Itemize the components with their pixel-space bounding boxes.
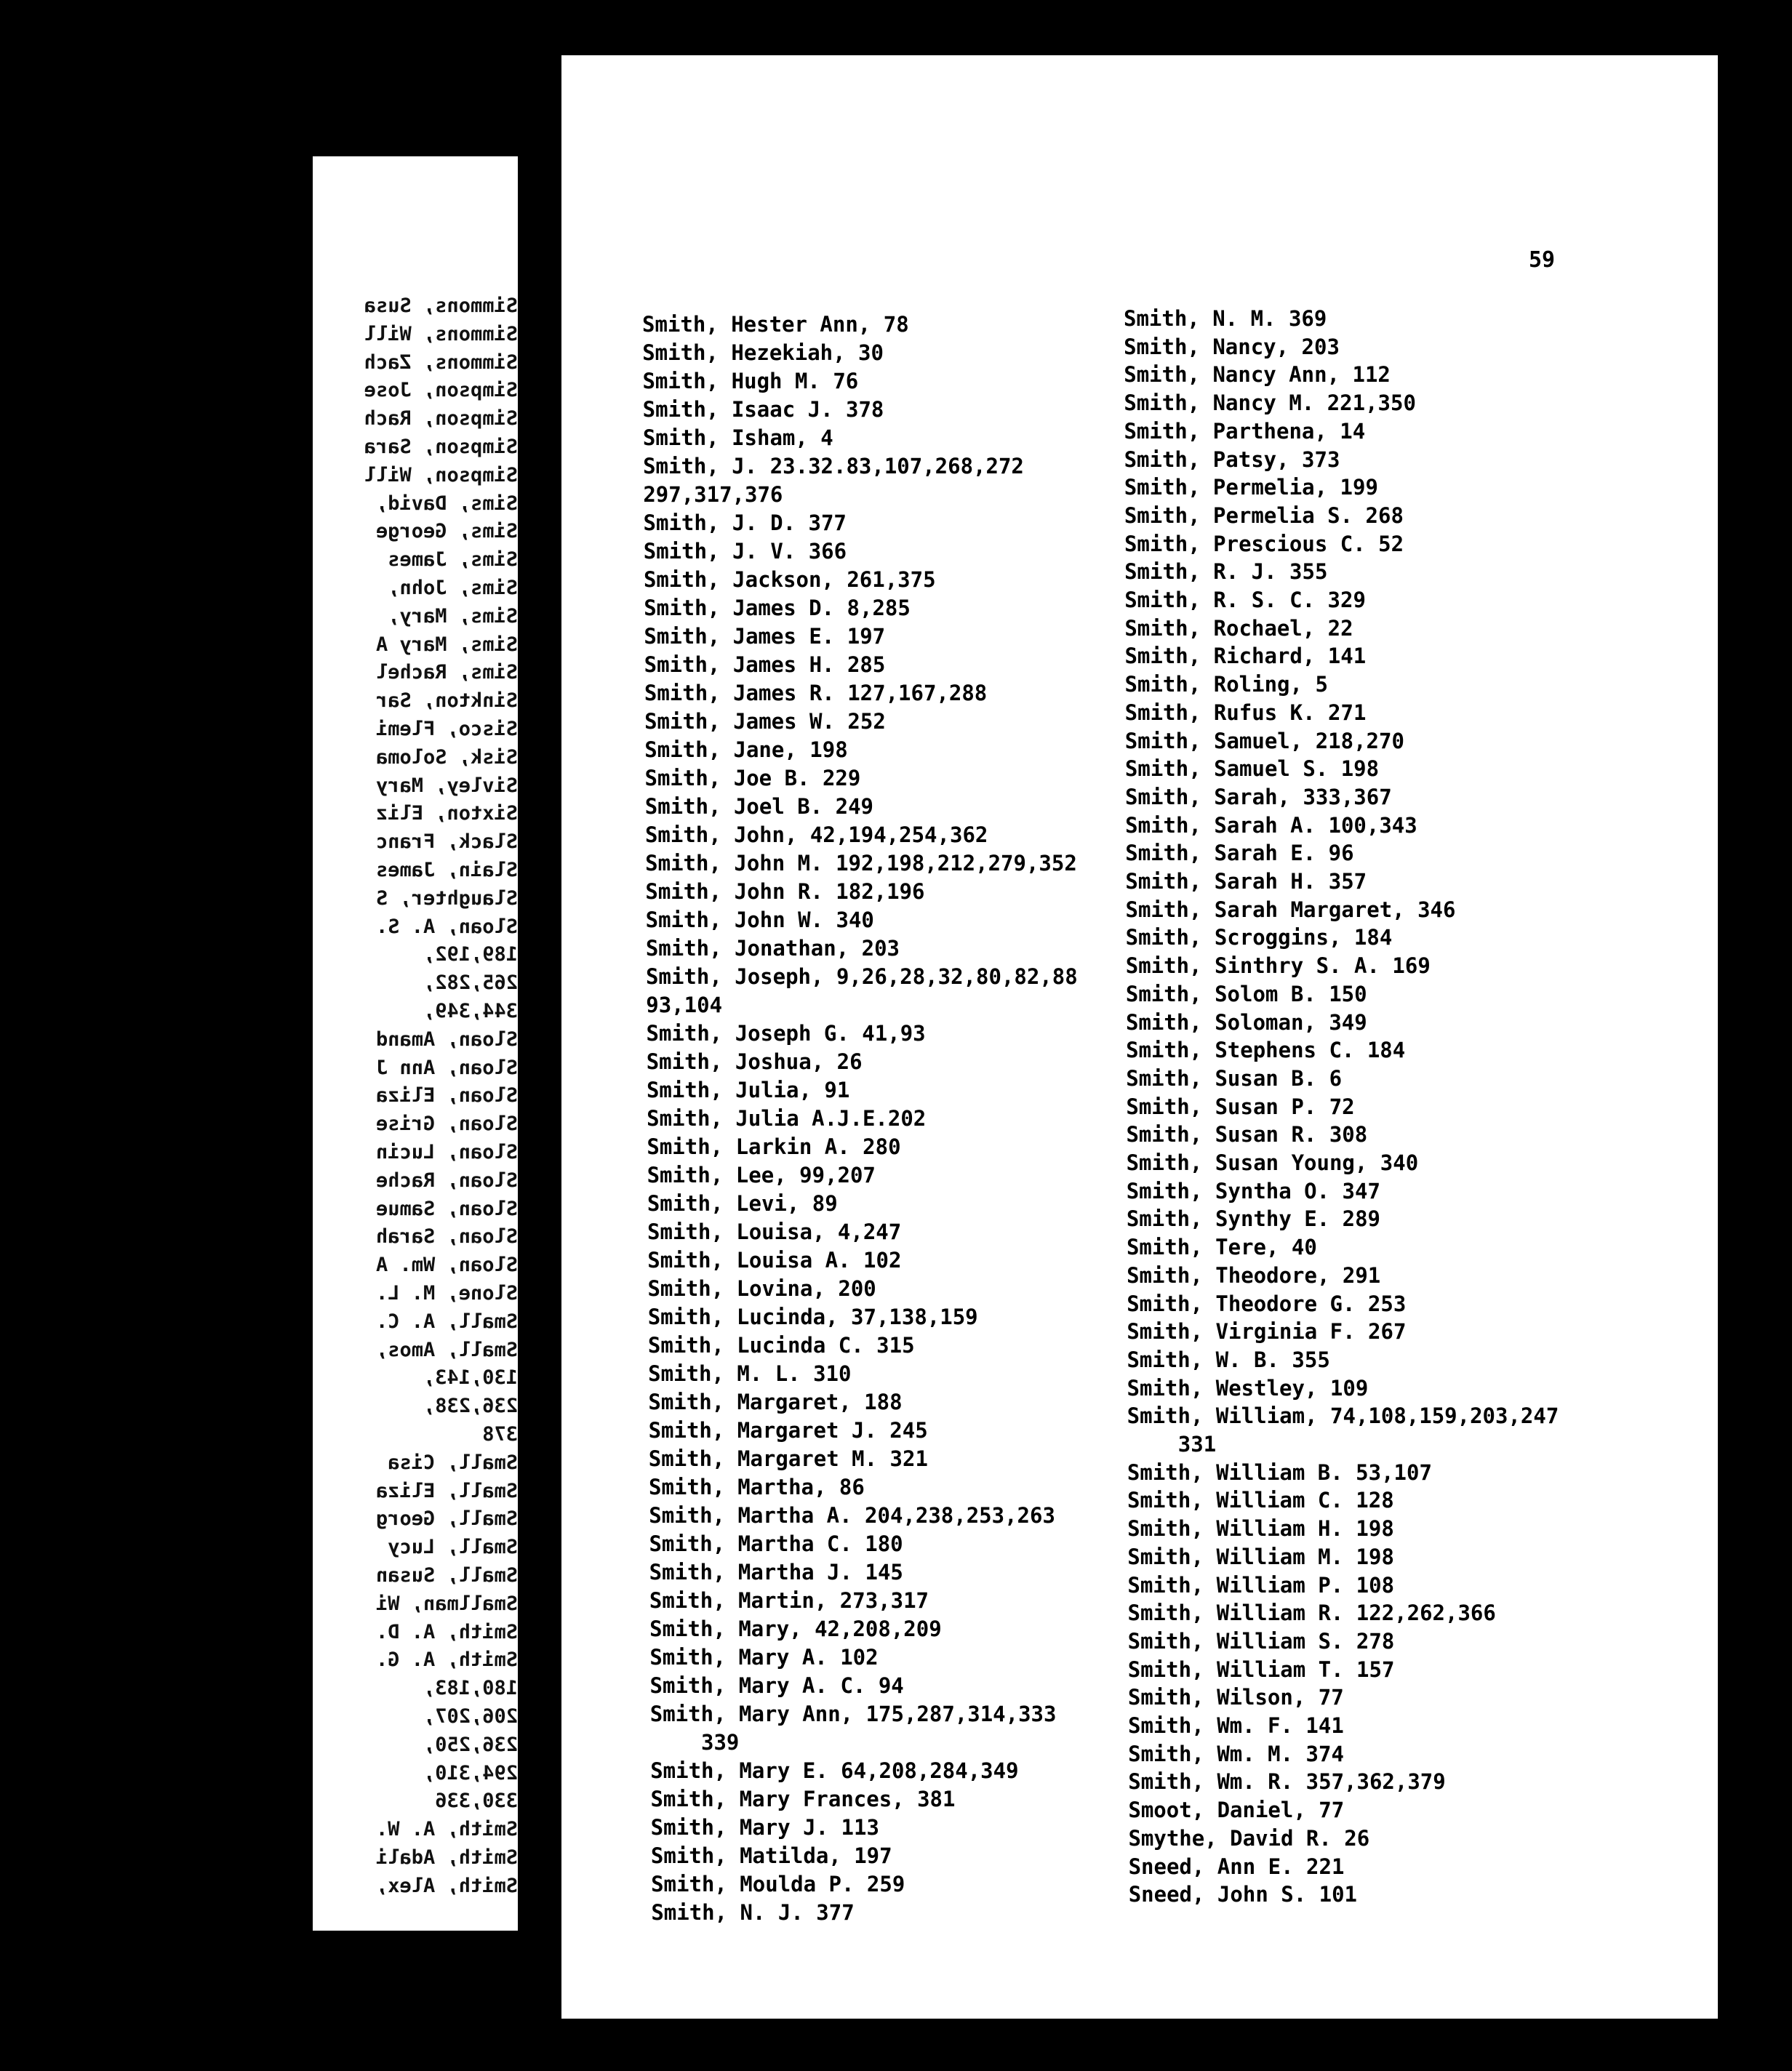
previous-page-line: 130,143, [423, 1366, 518, 1390]
index-entry: Smith, Louisa A. 102 [647, 1248, 902, 1273]
index-entry: Smith, Jonathan, 203 [645, 936, 900, 961]
previous-page-line: Simpson, Sara [364, 436, 518, 458]
index-entry: Smith, Parthena, 14 [1124, 418, 1366, 444]
previous-page-line: 236,250, [423, 1733, 518, 1756]
previous-page-line: Small, Cisa [388, 1451, 518, 1474]
index-entry: Smith, Mary Frances, 381 [650, 1787, 956, 1811]
index-entry: Smith, J. V. 366 [643, 539, 847, 564]
index-entry: Smith, John W. 340 [645, 908, 874, 932]
index-entry: Smith, Sinthry S. A. 169 [1125, 953, 1431, 979]
index-entry: Smith, N. J. 377 [651, 1900, 855, 1925]
index-entry: Smith, Lovina, 200 [647, 1276, 876, 1301]
previous-page-line: Small, Lucy [388, 1536, 518, 1559]
index-entry: Smith, William B. 53,107 [1127, 1459, 1432, 1485]
index-entry: Smith, Mary E. 64,208,284,349 [650, 1758, 1019, 1783]
index-entry: Smith, James R. 127,167,288 [644, 681, 988, 705]
index-entry: Smith, Susan P. 72 [1126, 1094, 1355, 1119]
index-entry: Smith, W. B. 355 [1127, 1347, 1330, 1372]
previous-page-line: Sims, John, [388, 577, 518, 599]
index-entry: Smith, Levi, 89 [647, 1191, 838, 1216]
previous-page-line: Sloan, Ann J [375, 1056, 518, 1079]
index-entry: Smith, Synthy E. 289 [1126, 1206, 1381, 1232]
index-entry: Smith, J. D. 377 [643, 510, 847, 535]
index-entry: Smith, Isham, 4 [642, 425, 833, 450]
previous-page-line: Sloan, Samue [375, 1197, 518, 1220]
index-entry: Smith, Hester Ann, 78 [642, 312, 909, 337]
previous-page-line: 206,207, [423, 1705, 518, 1728]
index-entry: Smith, Permelia, 199 [1124, 475, 1378, 500]
index-entry: Smith, Julia A.J.E.202 [647, 1106, 927, 1131]
index-entry: Smith, Martin, 273,317 [649, 1588, 929, 1613]
index-entry: Smith, Martha C. 180 [649, 1531, 903, 1556]
previous-page-line: 344,349, [423, 1000, 518, 1022]
index-entry: Smith, James W. 252 [644, 709, 886, 734]
index-entry: Smith, Solom B. 150 [1125, 981, 1367, 1006]
index-entry: Smith, Mary J. 113 [650, 1815, 879, 1840]
index-entry: Smith, Joseph G. 41,93 [646, 1021, 926, 1046]
index-entry: Smith, Theodore, 291 [1127, 1262, 1381, 1288]
previous-page-line: Smith, A. W. [375, 1818, 518, 1841]
index-entry: Smith, Margaret M. 321 [648, 1446, 928, 1471]
index-entry: Smith, William T. 157 [1127, 1657, 1395, 1682]
index-entry: Smith, Lucinda C. 315 [647, 1333, 915, 1358]
index-entry: Smith, Wm. F. 141 [1128, 1713, 1344, 1738]
index-entry: Smith, Wm. M. 374 [1128, 1741, 1344, 1766]
index-entry: Sneed, John S. 101 [1128, 1882, 1357, 1907]
previous-page-line: Smith, A. D. [375, 1620, 518, 1643]
index-entry: Smith, Mary Ann, 175,287,314,333 [649, 1702, 1057, 1726]
previous-page-line: 265,282, [423, 972, 518, 995]
previous-page-line: Sixton, Eliz [375, 802, 518, 825]
index-entry: Smith, William P. 108 [1127, 1572, 1395, 1598]
index-entry: Smith, Theodore G. 253 [1127, 1291, 1407, 1316]
previous-page-line: Simpson, Will [364, 463, 518, 486]
previous-page-line: Sloan, Lucin [375, 1141, 518, 1163]
index-entry: Smith, Permelia S. 268 [1124, 502, 1404, 528]
index-entry: Smith, Sarah, 333,367 [1125, 784, 1392, 809]
index-entry: Smythe, David R. 26 [1128, 1825, 1370, 1851]
previous-page-line: Sloan, Grise [375, 1113, 518, 1136]
previous-page-line: Small, Georg [375, 1507, 518, 1531]
index-entry: Smith, Tere, 40 [1126, 1235, 1317, 1260]
index-entry: Smith, Prescious C. 52 [1124, 531, 1404, 556]
index-entry: Smith, Patsy, 373 [1124, 446, 1340, 472]
index-entry: Smith, Nancy M. 221,350 [1124, 390, 1416, 416]
index-entry: Smith, Jane, 198 [644, 737, 848, 762]
index-entry: Smith, Joe B. 229 [644, 766, 861, 790]
index-entry: Smith, Joseph, 9,26,28,32,80,82,88 [646, 964, 1078, 989]
index-entry: Smith, N. M. 369 [1124, 306, 1327, 331]
previous-page-line: Simpson, Rach [364, 407, 518, 430]
index-entry: 297,317,376 [643, 482, 783, 507]
index-entry: Smith, William, 74,108,159,203,247 [1127, 1403, 1559, 1429]
page-number: 59 [1529, 247, 1556, 273]
index-entry: Smith, R. J. 355 [1124, 559, 1328, 585]
index-entry: Smith, John M. 192,198,212,279,352 [645, 851, 1077, 876]
index-entry-continuation: 339 [701, 1730, 740, 1755]
previous-page-line: Smith, A. G. [375, 1649, 518, 1672]
previous-page-edge [313, 156, 518, 1931]
index-entry: Smith, James E. 197 [644, 624, 886, 649]
index-entry: Smith, John, 42,194,254,362 [644, 822, 988, 847]
previous-page-line: 180,183, [423, 1677, 518, 1700]
index-entry: Smith, Mary A. 102 [649, 1645, 879, 1670]
previous-page-line: Small, Susan [375, 1564, 518, 1587]
index-entry: Smith, Larkin A. 280 [647, 1134, 901, 1159]
index-entry: Smith, R. S. C. 329 [1124, 588, 1366, 612]
previous-page-line: Sinkton, Sar [375, 689, 518, 713]
index-entry: 93,104 [646, 993, 723, 1017]
previous-page-line: Sims, Rachel [375, 661, 518, 684]
index-entry: Smith, Louisa, 4,247 [647, 1219, 902, 1244]
previous-page-line: Small, Amos, [375, 1338, 518, 1361]
previous-page-line: Sisk, Soloma [375, 745, 518, 769]
previous-page-line: Small, A. C. [375, 1310, 518, 1333]
index-entry: Smith, J. 23.32.83,107,268,272 [643, 454, 1024, 478]
previous-page-line: 236,238, [423, 1395, 518, 1418]
index-entry: Smith, Syntha O. 347 [1126, 1178, 1380, 1203]
index-entry: Smith, Susan R. 308 [1126, 1122, 1368, 1147]
previous-page-line: Sloan, A. S. [375, 915, 518, 938]
index-entry: Smith, William C. 128 [1127, 1488, 1394, 1513]
previous-page-line: Slone, M. L. [375, 1282, 518, 1305]
previous-page-line: Slack, Franc [375, 830, 518, 854]
index-entry: Smith, Sarah H. 357 [1125, 869, 1367, 894]
previous-page-line: Simmons, Zach [364, 350, 518, 374]
index-entry: Smith, Susan B. 6 [1126, 1065, 1343, 1091]
index-entry: Smith, Hugh M. 76 [642, 369, 859, 393]
index-entry: Smith, Martha, 86 [649, 1475, 865, 1499]
index-entry: Smith, Mary, 42,208,209 [649, 1617, 942, 1641]
previous-page-line: Sims, George [375, 520, 518, 543]
index-entry: Smith, Martha J. 145 [649, 1560, 903, 1585]
index-entry: Smith, Joel B. 249 [644, 794, 874, 819]
previous-page-line: Sivley, Mary [375, 774, 518, 797]
previous-page-line: Smith, Alex, [375, 1874, 518, 1897]
index-entry: Smith, James H. 285 [644, 652, 886, 677]
previous-page-line: Sloan, Wm. A [375, 1254, 518, 1277]
previous-page-line: 378 [482, 1423, 518, 1446]
index-entry: Smith, Scroggins, 184 [1125, 925, 1393, 950]
index-entry: Smith, Wm. R. 357,362,379 [1128, 1769, 1446, 1795]
previous-page-line: Sloan, Amand [375, 1028, 518, 1051]
index-entry: Smith, Margaret J. 245 [648, 1418, 928, 1443]
index-entry: Smith, James D. 8,285 [644, 596, 911, 620]
previous-page-line: Simmons, Susa [364, 295, 518, 317]
index-entry: Smith, Wilson, 77 [1127, 1685, 1344, 1710]
previous-page-line: Simmons, Will [364, 322, 518, 345]
index-entry: Smith, Rochael, 22 [1124, 615, 1353, 641]
index-entry: Smith, Moulda P. 259 [651, 1872, 905, 1896]
index-entry: Smith, John R. 182,196 [645, 879, 925, 904]
previous-page-line: Sims, Mary A [375, 633, 518, 656]
index-entry: Smith, Soloman, 349 [1126, 1009, 1367, 1035]
index-entry: Smith, Samuel S. 198 [1124, 756, 1380, 782]
index-entry: Smith, Sarah E. 96 [1125, 841, 1354, 866]
index-entry: Smith, William S. 278 [1127, 1628, 1395, 1654]
index-entry: Smith, Sarah A. 100,343 [1125, 812, 1417, 838]
index-entry: Smith, William M. 198 [1127, 1544, 1394, 1569]
index-entry: Smith, Matilda, 197 [650, 1843, 892, 1868]
index-entry: Smith, Richard, 141 [1124, 644, 1367, 669]
previous-page-line: Slaughter, S [375, 886, 518, 910]
right-index-column [1124, 305, 1662, 1920]
index-entry: Smith, William H. 198 [1127, 1516, 1394, 1542]
index-entry: Smith, Mary A. C. 94 [649, 1673, 904, 1698]
index-entry: Smith, Lucinda, 37,138,159 [647, 1305, 978, 1329]
index-entry: Smith, Westley, 109 [1127, 1375, 1369, 1401]
index-entry: Smith, Virginia F. 267 [1127, 1319, 1407, 1345]
index-entry: Smith, Stephens C. 184 [1126, 1038, 1406, 1063]
previous-page-line: Slain, James [375, 859, 518, 881]
previous-page-line: Smith, Adali [375, 1846, 518, 1869]
index-entry: Smith, Susan Young, 340 [1126, 1150, 1419, 1175]
previous-page-mirrored-text [313, 156, 518, 1931]
previous-page-line: Sloan, Rache [375, 1169, 518, 1192]
index-entry: Smoot, Daniel, 77 [1128, 1798, 1345, 1823]
index-entry: Smith, Lee, 99,207 [647, 1163, 876, 1187]
left-index-column [642, 311, 1108, 1926]
index-entry: Smith, Margaret, 188 [648, 1390, 903, 1414]
previous-page-line: Sisco, Flemi [375, 718, 518, 740]
index-entry-continuation: 331 [1177, 1432, 1217, 1457]
previous-page-line: Smallman, Wi [375, 1592, 518, 1615]
index-entry: Smith, Rufus K. 271 [1124, 700, 1367, 725]
index-entry: Smith, Martha A. 204,238,253,263 [649, 1503, 1055, 1528]
index-entry: Smith, Nancy Ann, 112 [1124, 362, 1391, 388]
index-entry: Smith, Isaac J. 378 [642, 397, 884, 422]
previous-page-line: Sims, James [388, 548, 518, 572]
index-entry: Smith, M. L. 310 [648, 1361, 852, 1386]
previous-page-line: Sloan, Eliza [375, 1084, 518, 1107]
index-entry: Smith, Jackson, 261,375 [643, 567, 936, 592]
index-entry: Smith, Sarah Margaret, 346 [1125, 897, 1456, 922]
previous-page-line: Sloan, Sarah [375, 1225, 518, 1249]
index-entry: Smith, Hezekiah, 30 [642, 340, 884, 365]
index-entry: Smith, William R. 122,262,366 [1127, 1601, 1496, 1626]
previous-page-line: 330,336 [435, 1790, 518, 1813]
previous-page-line: Small, Eliza [375, 1479, 518, 1502]
previous-page-line: Simpson, Jose [364, 379, 518, 402]
previous-page-line: 294,310, [423, 1761, 518, 1784]
index-entry: Sneed, Ann E. 221 [1128, 1854, 1345, 1879]
index-entry: Smith, Nancy, 203 [1124, 334, 1340, 359]
previous-page-line: Sims, Mary, [388, 604, 518, 628]
index-entry: Smith, Samuel, 218,270 [1124, 728, 1404, 753]
index-entry: Smith, Julia, 91 [646, 1078, 850, 1102]
previous-page-line: 189,192, [423, 943, 518, 966]
index-entry: Smith, Joshua, 26 [646, 1049, 863, 1074]
previous-page-line: Sims, David, [375, 492, 518, 515]
index-entry: Smith, Roling, 5 [1124, 672, 1328, 697]
